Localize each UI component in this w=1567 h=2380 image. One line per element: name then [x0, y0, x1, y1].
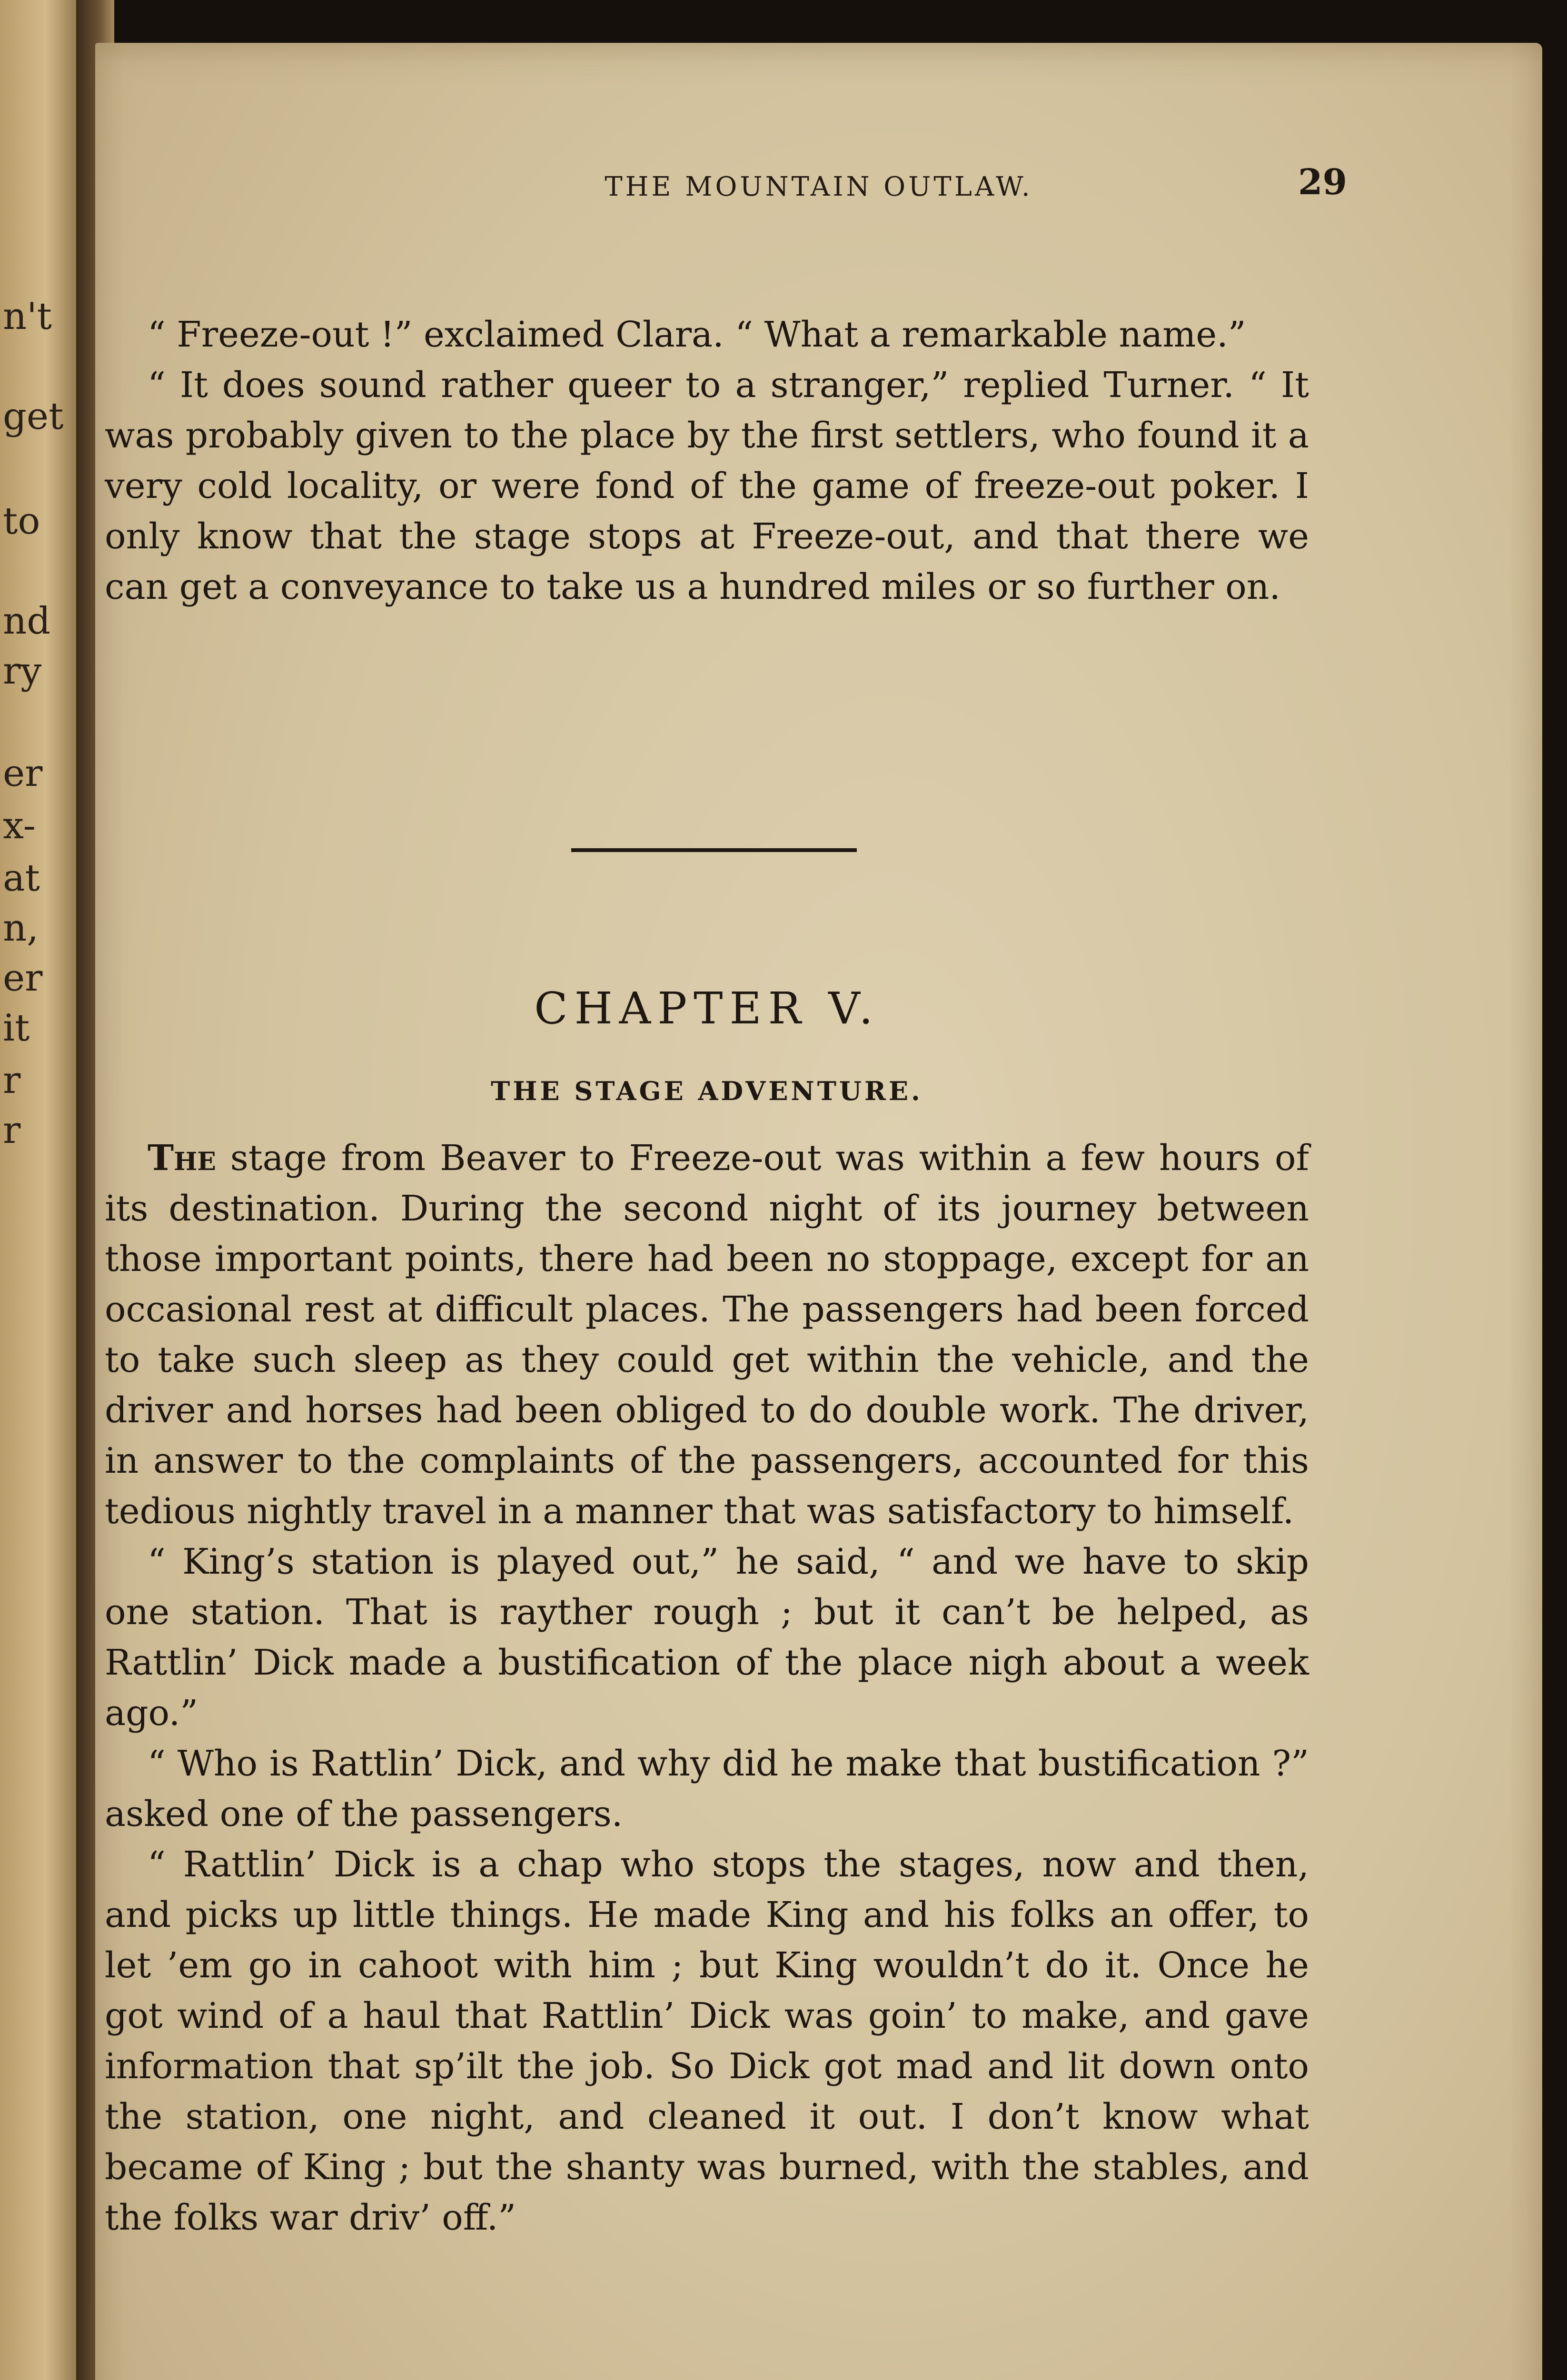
margin-fragment: it — [3, 1007, 30, 1050]
paragraph: “ It does sound rather queer to a stranger,” replied Turner. “ It was probably given to the place by the first settlers, who found it a very cold locality, or were fond of the game of freeze-out poker. I only know that the stage stops at Freeze-out, and that there we can get a conveyance to take us a hundred miles or so further on. — [105, 365, 1309, 607]
paragraph: “ Freeze-out !” exclaimed Clara. “ What a remarkable name.” — [148, 314, 1246, 355]
lead-word: The — [148, 1138, 216, 1179]
margin-fragment: to — [3, 500, 40, 543]
paragraph: “ King’s station is played out,” he said, “ and we have to skip one station. That is rayther rough ; but it can’t be helped, as Rattlin’ Dick made a bustification of the place nigh about a week ago.” — [105, 1541, 1309, 1734]
margin-fragment: er — [3, 957, 43, 1000]
chapter-subtitle: THE STAGE ADVENTURE. — [491, 1076, 923, 1106]
paragraph: “ Who is Rattlin’ Dick, and why did he make that bustification ?” asked one of the passengers. — [105, 1743, 1309, 1835]
margin-fragment: ry — [3, 650, 42, 693]
paragraph-body: stage from Beaver to Freeze-out was within a few hours of its destination. During the second night of its journey between those important points, there had been no stoppage, except for an occasional rest at difficult places. The passengers had been forced to take such sleep as they could get within the vehicle, and the driver and horses had been obliged to do double work. The driver, in answer to the complaints of the passengers, accounted for this tedious nightly travel in a manner that was satisfactory to himself. — [105, 1138, 1309, 1532]
opening-text — [105, 309, 1309, 612]
chapter-title: CHAPTER V. — [534, 983, 880, 1034]
margin-fragment: n, — [3, 907, 39, 950]
margin-fragment: er — [3, 752, 43, 795]
page-number: 29 — [1298, 162, 1347, 203]
margin-fragment: r — [3, 1109, 21, 1152]
section-divider — [571, 848, 857, 852]
margin-fragment: n't — [3, 295, 52, 338]
margin-fragment: nd — [3, 600, 51, 643]
adjacent-page-edge — [0, 0, 83, 2380]
chapter-first-paragraph — [105, 1133, 1309, 1537]
chapter-text — [105, 1133, 1309, 2243]
margin-fragment: x- — [3, 804, 36, 847]
running-head: THE MOUNTAIN OUTLAW. — [605, 171, 1033, 202]
paragraph: “ Rattlin’ Dick is a chap who stops the stages, now and then, and picks up little things. He made King and his folks an offer, to let ’em go in cahoot with him ; but King wouldn’t do it. Once he got wind of a haul that Rattlin’ Dick was goin’ to make, and gave information that sp’ilt the job. So Dick got mad and lit down onto the station, one night, and cleaned it out. I don’t know what became of King ; but the shanty was burned, with the stables, and the folks war driv’ off.” — [105, 1844, 1309, 2238]
margin-fragment: r — [3, 1059, 21, 1102]
margin-fragment: at — [3, 857, 40, 900]
book-page — [95, 43, 1542, 2380]
margin-fragment: get — [3, 395, 64, 438]
